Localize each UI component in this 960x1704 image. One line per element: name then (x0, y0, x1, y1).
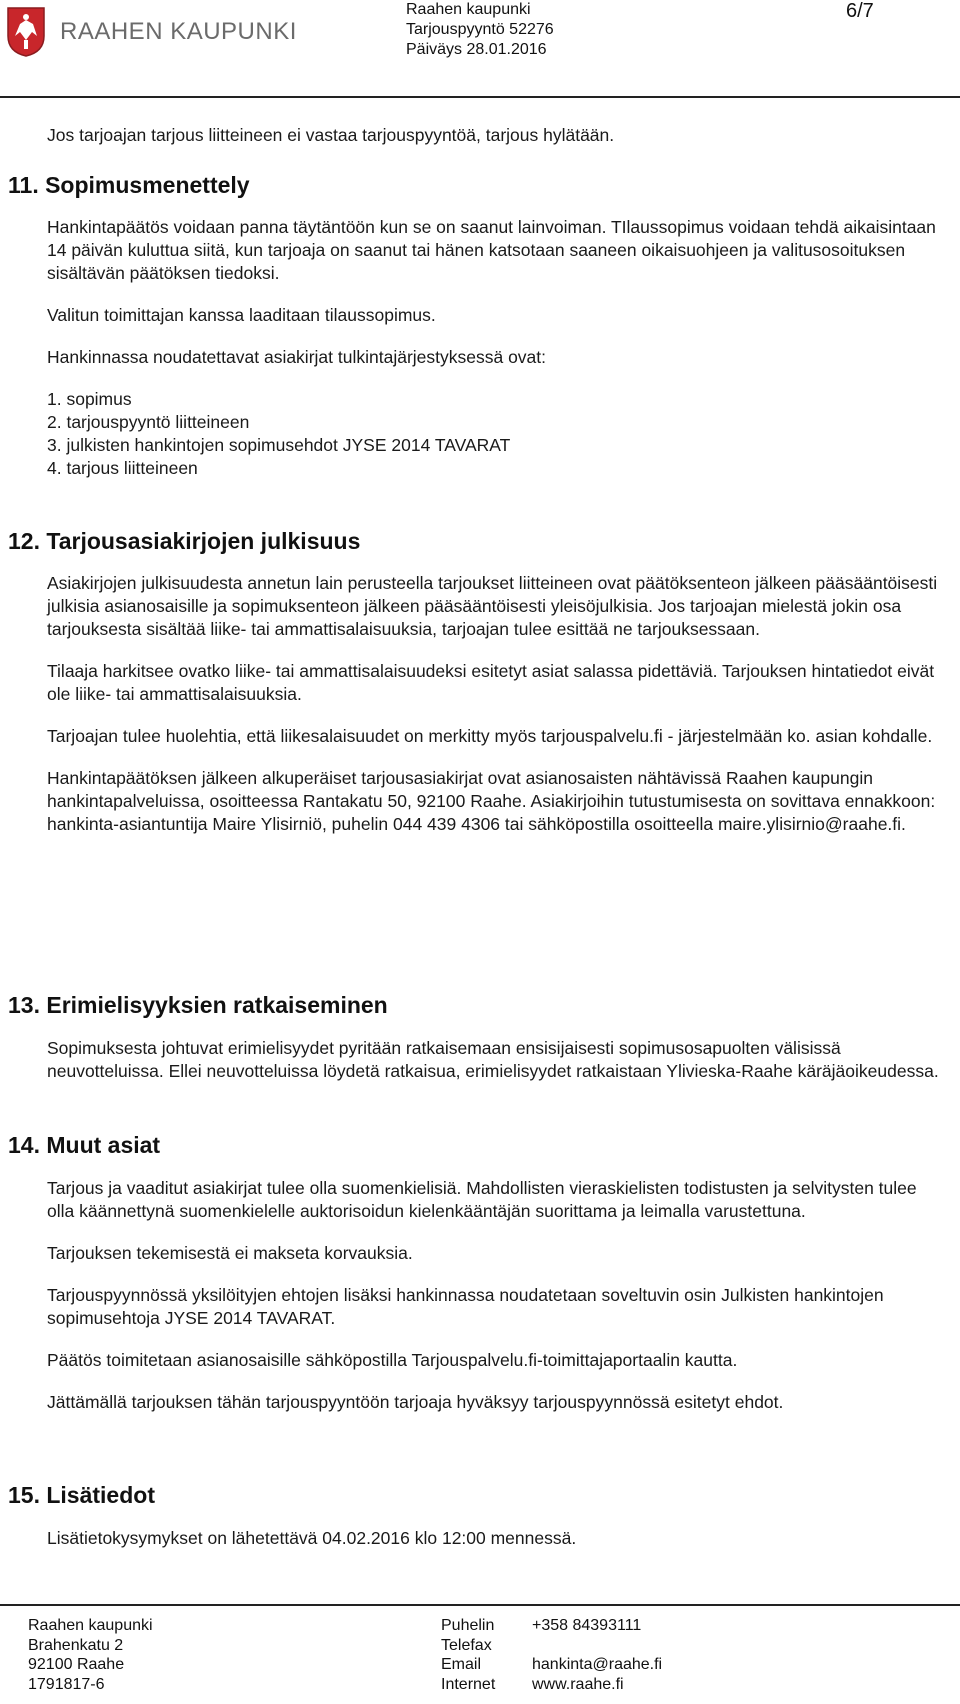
s14-paragraph-1: Tarjous ja vaaditut asiakirjat tulee olla suomenkielisiä. Mahdollisten vieraskielisten todistusten ja selvitysten tulee olla käännettynä suomenkielelle auktorisoidun kielenkääntäjän suorittama ja leimalla varustettuna. (47, 1178, 917, 1221)
page-number: 6/7 (846, 0, 874, 22)
footer-contact-labels: Puhelin Telefax Email Internet (441, 1617, 496, 1693)
document-order-list (47, 388, 947, 480)
section-11-heading: 11. Sopimusmenettely (8, 172, 250, 198)
organization: Raahen kaupunki (406, 1, 531, 18)
s14-paragraph-5: Jättämällä tarjouksen tähän tarjouspyyntöön tarjoaja hyväksyy tarjouspyynnössä esitetyt ehdot. (47, 1392, 784, 1412)
s14-paragraph-3: Tarjouspyynnössä yksilöityjen ehtojen lisäksi hankinnassa noudatetaan soveltuvin osin Julkisten hankintojen sopimusehtoja JYSE 2014 TAVARAT. (47, 1285, 884, 1328)
s14-paragraph-2: Tarjouksen tekemisestä ei makseta korvauksia. (47, 1243, 413, 1263)
city-crest-icon (6, 6, 46, 58)
reference-number: Tarjouspyyntö 52276 (406, 21, 554, 38)
list-item: 1. sopimus (47, 389, 132, 409)
s12-paragraph-4: Hankintapäätöksen jälkeen alkuperäiset tarjousasiakirjat ovat asianosaisten nähtävissä Raahen kaupungin hankintapalveluissa, osoitteessa Rantakatu 50, 92100 Raahe. Asiakirjoihin tutustumisesta on sovittava ennakkoon: hankinta-asiantuntija Maire Ylisirniö, puhelin 044 439 4306 tai sähköpostilla osoitteella maire.ylisirnio@raahe.fi. (47, 768, 936, 834)
document-date: Päiväys 28.01.2016 (406, 41, 547, 58)
section-14-body (47, 1177, 947, 1414)
s12-paragraph-3: Tarjoajan tulee huolehtia, että liikesalaisuudet on merkitty myös tarjouspalvelu.fi - järjestelmään ko. asian kohdalle. (47, 726, 933, 746)
s11-paragraph-3: Hankinnassa noudatettavat asiakirjat tulkintajärjestyksessä ovat: (47, 347, 547, 367)
list-item: 2. tarjouspyyntö liitteineen (47, 412, 250, 432)
website-link[interactable]: www.raahe.fi (532, 1675, 624, 1693)
header-divider (0, 96, 960, 98)
phone-value: +358 84393111 (532, 1617, 642, 1634)
fax-value (532, 1636, 662, 1656)
footer-divider (0, 1604, 960, 1606)
city-logo (6, 6, 297, 58)
s11-paragraph-1: Hankintapäätös voidaan panna täytäntöön kun se on saanut lainvoiman. TIlaussopimus voidaan tehdä aikaisintaan 14 päivän kuluttua siitä, kun tarjoaja on saanut tai hänen katsotaan saaneen oikaisuohjeen ja valitusosoituksen sisältävän päätöksen tiedoksi. (47, 217, 936, 283)
s12-paragraph-2: Tilaaja harkitsee ovatko liike- tai ammattisalaisuudeksi esitetyt asiat salassa pidettäviä. Tarjouksen hintatiedot eivät ole liike- tai ammattisalaisuuksia. (47, 661, 935, 704)
s11-paragraph-2: Valitun toimittajan kanssa laaditaan tilaussopimus. (47, 305, 436, 325)
s14-paragraph-4: Päätös toimitetaan asianosaisille sähköpostilla Tarjouspalvelu.fi-toimittajaportaalin kautta. (47, 1350, 738, 1370)
email-link[interactable]: hankinta@raahe.fi (532, 1656, 663, 1673)
footer-contact-values (532, 1616, 662, 1694)
section-14-heading: 14. Muut asiat (8, 1132, 161, 1158)
s12-paragraph-1: Asiakirjojen julkisuudesta annetun lain perusteella tarjoukset liitteineen ovat päätöksenteon jälkeen pääsääntöisesti julkisia asianosaisille ja sopimuksenteon jälkeen pääsääntöisesti yleisöjulkisia. Jos tarjoajan mielestä jokin osa tarjouksesta sisältää liike- tai ammattisalaisuuksia, tarjoajan tulee esittää ne tarjouksessaan. (47, 573, 938, 639)
section-12-body (47, 572, 947, 836)
section-11-body (47, 216, 947, 480)
document-meta (406, 0, 554, 60)
s15-paragraph-1: Lisätietokysymykset on lähetettävä 04.02.2016 klo 12:00 mennessä. (47, 1528, 577, 1548)
s13-paragraph-1: Sopimuksesta johtuvat erimielisyydet pyritään ratkaisemaan ensisijaisesti sopimusosapuolten välisissä neuvotteluissa. Ellei neuvotteluissa löydetä ratkaisua, erimielisyydet ratkaistaan Ylivieska-Raahe käräjäoikeudessa. (47, 1038, 939, 1081)
list-item: 4. tarjous liitteineen (47, 458, 198, 478)
intro-paragraph: Jos tarjoajan tarjous liitteineen ei vastaa tarjouspyyntöä, tarjous hylätään. (47, 125, 615, 145)
section-15-heading: 15. Lisätiedot (8, 1482, 155, 1508)
page-header (0, 0, 960, 100)
footer-address: Raahen kaupunki Brahenkatu 2 92100 Raahe 1791817-6 (28, 1617, 153, 1693)
list-item: 3. julkisten hankintojen sopimusehdot JYSE 2014 TAVARAT (47, 435, 511, 455)
logo-text: RAAHEN KAUPUNKI (60, 18, 297, 45)
section-13-body (47, 1037, 947, 1083)
section-12-heading: 12. Tarjousasiakirjojen julkisuus (8, 528, 361, 554)
section-15-body (47, 1527, 947, 1550)
section-13-heading: 13. Erimielisyyksien ratkaiseminen (8, 992, 388, 1018)
